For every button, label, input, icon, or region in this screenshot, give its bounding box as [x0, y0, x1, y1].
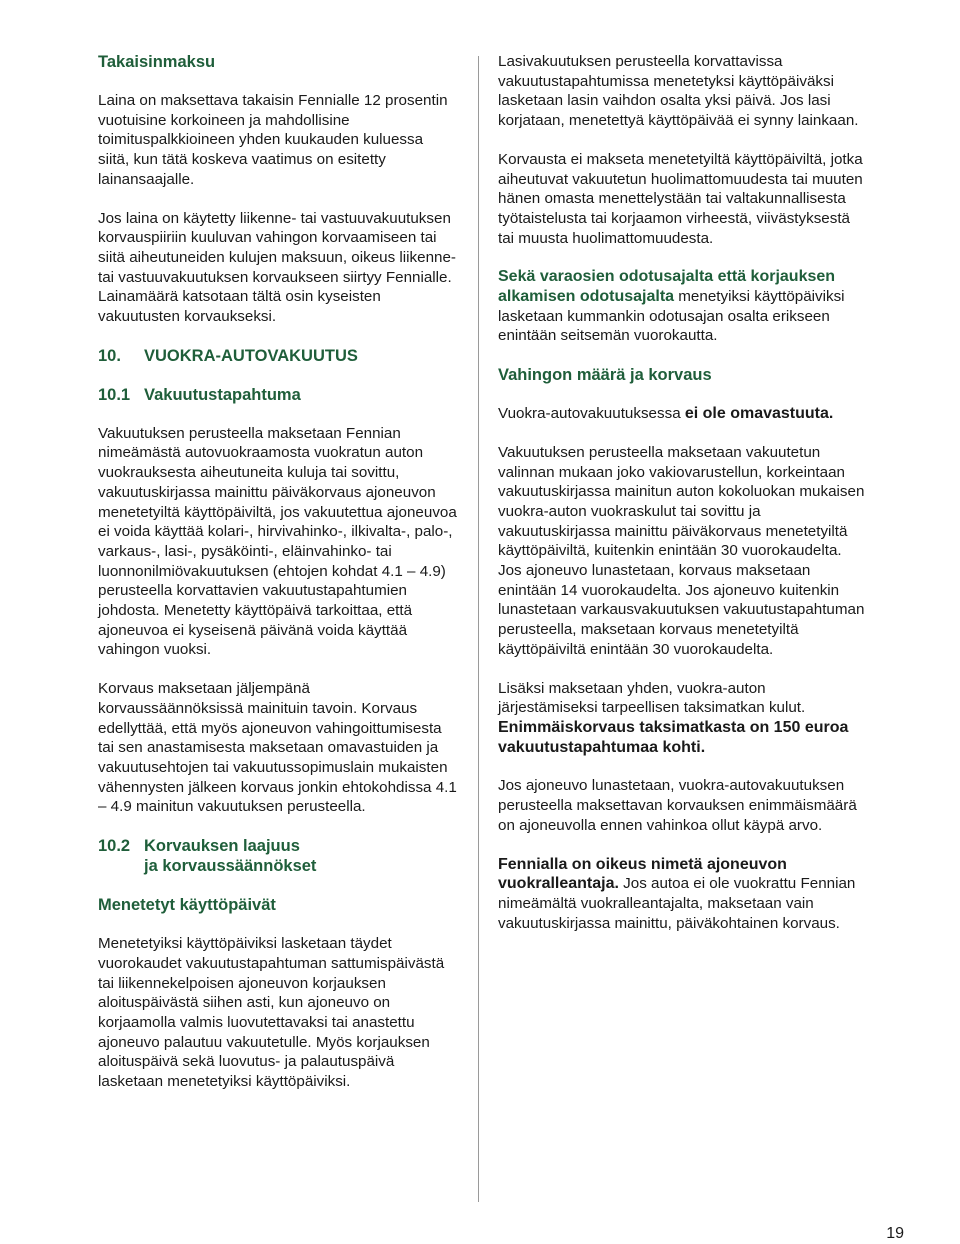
subsection-number: 10.1	[98, 385, 131, 404]
paragraph: Vakuutuksen perusteella maksetaan vakuutetun valinnan mukaan joko vakiovarustellun, korkeintaan vakuutuskirjassa mainitun auton kokoluokan mukaisen vuokra-auton vuokraskulut tai sovittu ja vakuutuskirjassa mainittu päiväkorvaus menetetyiltä käyttöpäiviltä, kuitenkin enintään 30 vuorokaudelta. Jos ajoneuvo lunastetaan, korvaus maksetaan enintään 14 vuorokaudelta. Jos ajoneuvo kuitenkin lunastetaan varkausvakuutuksen vakuutustapahtuman perusteella, maksetaan korvaus menetetyiltä käyttöpäiviltä enintään 30 vuorokaudelta.	[498, 443, 865, 658]
paragraph	[498, 267, 868, 346]
paragraph: Korvaus maksetaan jäljempänä korvaussäännöksissä mainituin tavoin. Korvaus edellyttää, että myös ajoneuvon vahingoittumisesta tai sen anastamisesta maksetaan omavastuiden ja vakuutusehtojen tai vakuutussopimuslain mukaisten vähennysten jälkeen korvaus jonkin ehtokohdissa 4.1 – 4.9 mainitun vakuutuksen perusteella.	[98, 680, 457, 816]
paragraph	[498, 404, 868, 424]
subsection-title-line1: Korvauksen laajuus	[144, 837, 300, 856]
subsection-title-line2: ja korvaussäännökset	[144, 857, 317, 876]
bold-text: Enimmäiskorvaus taksimatkasta on 150 euroa vakuutustapahtumaa kohti.	[498, 718, 849, 756]
section-title: VUOKRA-AUTOVAKUUTUS	[144, 346, 358, 365]
paragraph-rest: menetyiksi käyttöpäiviksi lasketaan kummankin odotusajan osalta erikseen enintään seitsemän vuorokautta.	[498, 288, 845, 345]
subsection-heading	[98, 385, 458, 405]
bold-lead: Fennialla on oikeus nimetä ajoneuvon vuokralleantaja.	[498, 855, 787, 893]
section-number: 10.	[98, 346, 121, 365]
paragraph-lead: Vuokra-autovakuutuksessa	[498, 405, 685, 423]
right-column	[498, 52, 868, 933]
paragraph: Lasivakuutuksen perusteella korvattavissa vakuutustapahtumissa menetetyksi käyttöpäiväksi lasketaan lasin vaihdon osalta yksi päivä. Jos lasi korjataan, menetettyä käyttöpäivää ei synny lainkaan.	[498, 53, 859, 130]
paragraph-lead: Lisäksi maksetaan yhden, vuokra-auton järjestämiseksi tarpeellisen taksimatkan kulut.	[498, 679, 806, 717]
paragraph-rest: Jos autoa ei ole vuokrattu Fennian nimeämältä vuokralleantajalta, maksetaan vain vakuutuskirjassa mainittu, päiväkohtainen korvaus.	[498, 875, 856, 932]
paragraph	[498, 855, 868, 934]
paragraph	[498, 679, 868, 758]
paragraph: Jos laina on käytetty liikenne- tai vastuuvakuutuksen korvauspiiriin kuuluvan vahingon korvaamiseen tai siitä aiheutuneiden kulujen maksuun, oikeus liikenne- tai vastuuvakuutuksen korvaukseen siirtyy Fennialle. Lainamäärä katsotaan tältä osin kyseisten vakuutusten korvaukseksi.	[98, 209, 456, 326]
bold-text: ei ole omavastuuta.	[684, 405, 834, 423]
column-divider	[478, 56, 479, 1202]
paragraph: Vakuutuksen perusteella maksetaan Fennian nimeämästä autovuokraamosta vuokratun auton vuokrauksesta aiheutuneita kuluja tai sovittu, vakuutuskirjassa mainittu päiväkorvaus ajoneuvon menetetyiltä käyttöpäiviltä, jos vakuutettua ajoneuvoa ei voida käyttää kolari-, hirvivahinko-, ilkivalta-, palo-, varkaus-, lasi-, pysäköinti-, eläinvahinko- tai luonnonilmiövakuutuksen (ehtojen kohdat 4.1 – 4.9) perusteella korvattavien vakuutustapahtumien johdosta. Menetetty käyttöpäivä tarkoittaa, että ajoneuvoa ei kyseisenä päivänä voida käyttää vahingon vuoksi.	[98, 424, 457, 659]
heading-takaisinmaksu: Takaisinmaksu	[98, 53, 216, 71]
page-number: 19	[886, 1225, 904, 1242]
paragraph: Jos ajoneuvo lunastetaan, vuokra-autovakuutuksen perusteella maksettavan korvauksen enimmäismäärä on ajoneuvolla ennen vahinkoa ollut käypä arvo.	[498, 777, 857, 834]
heading-menetetyt: Menetetyt käyttöpäivät	[98, 896, 276, 915]
paragraph: Laina on maksettava takaisin Fennialle 12 prosentin vuotuisine korkoineen ja mahdollisine toimituspalkkioineen yhden kuukauden kuluessa siitä, kun tätä koskeva vaatimus on esitetty lainansaajalle.	[98, 92, 448, 188]
subsection-number: 10.2	[98, 837, 131, 856]
left-column	[98, 52, 458, 1092]
subsection-title: Vakuutustapahtuma	[144, 385, 301, 404]
bold-lead: Sekä varaosien odotusajalta että korjauksen alkamisen odotusajalta	[498, 268, 836, 306]
section-heading	[98, 346, 458, 366]
subsection-heading	[98, 836, 458, 876]
heading-vahingon-maara: Vahingon määrä ja korvaus	[498, 366, 712, 385]
paragraph: Menetetyiksi käyttöpäiviksi lasketaan täydet vuorokaudet vakuutustapahtuman sattumispäivästä tai liikennekelpoisen ajoneuvon korjauksen aloituspäivästä siihen asti, kun ajoneuvo on korjaamolla valmis luovutettavaksi tai anastettu ajoneuvo palautuu vakuutetulle. Myös korjauksen aloituspäivä sekä luovutus- ja palautuspäivä lasketaan menetetyiksi käyttöpäiviksi.	[98, 935, 445, 1091]
paragraph: Korvausta ei makseta menetetyiltä käyttöpäiviltä, jotka aiheutuvat vakuutetun huolimattomuudesta tai muuten hänen omasta menettelystään tai valtakunnallisesta työtaistelusta tai korjaamon virheestä, viivästyksestä tai muusta huolimattomuudesta.	[498, 150, 863, 247]
